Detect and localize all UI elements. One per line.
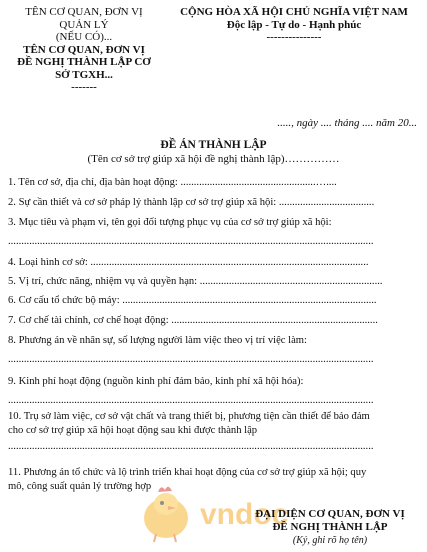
fill-line: .......................................................................................................................................... xyxy=(8,395,374,406)
item-11-line1: 11. Phương án tổ chức và lộ trình triển khai hoạt động của cơ sở trợ giúp xã hội; quy xyxy=(8,467,367,478)
header-left xyxy=(6,6,162,94)
item-3: 3. Mục tiêu và phạm vi, tên gọi đối tượng phục vụ của cơ sở trợ giúp xã hội: xyxy=(8,217,332,228)
agency-line3: (NẾU CÓ)... xyxy=(55,31,113,43)
item-11-line2: mô, công suất quản lý trường hợp xyxy=(8,481,152,492)
item-9: 9. Kinh phí hoạt động (nguồn kinh phí đảm bảo, kinh phí xã hội hóa): xyxy=(8,376,304,387)
motto: Độc lập - Tự do - Hạnh phúc xyxy=(226,18,362,31)
fill-line: .......................................................................................................................................... xyxy=(8,441,374,452)
agency-separator: ------- xyxy=(71,81,97,93)
item-7: 7. Cơ chế tài chính, cơ chế hoạt động: .............................................................................. xyxy=(8,315,378,326)
agency-line4: TÊN CƠ QUAN, ĐƠN VỊ xyxy=(23,43,145,56)
signature-title-line2: ĐỀ NGHỊ THÀNH LẬP xyxy=(272,521,388,533)
agency-line2: QUẢN LÝ xyxy=(59,18,109,31)
date-line: ....., ngày .... tháng .... năm 20... xyxy=(277,117,417,129)
item-1: 1. Tên cơ sở, địa chỉ, địa bàn hoạt động: ...................................................….... xyxy=(8,177,337,188)
chicken-mascot-icon xyxy=(144,487,188,542)
signature-note: (Ký, ghi rõ họ tên) xyxy=(292,535,368,546)
item-8: 8. Phương án về nhân sự, số lượng người làm việc theo vị trí việc làm: xyxy=(8,335,307,346)
agency-line6: SỞ TGXH... xyxy=(55,68,113,81)
fill-line: .......................................................................................................................................... xyxy=(8,354,374,365)
motto-separator: --------------- xyxy=(266,31,322,43)
document-subtitle: (Tên cơ sở trợ giúp xã hội đề nghị thành lập)…………… xyxy=(87,153,340,165)
country-name: CỘNG HÒA XÃ HỘI CHỦ NGHĨA VIỆT NAM xyxy=(180,6,408,18)
item-10-line2: cho cơ sở trợ giúp xã hội hoạt động sau khi được thành lập xyxy=(8,425,258,436)
item-10-line1: 10. Trụ sở làm việc, cơ sở vật chất và trang thiết bị, phương tiện cần thiết để bảo đảm xyxy=(8,411,370,422)
item-4: 4. Loại hình cơ sở: ......................................................................................................... xyxy=(8,257,369,268)
item-6: 6. Cơ cấu tổ chức bộ máy: ................................................................................................ xyxy=(8,295,377,306)
agency-line1: TÊN CƠ QUAN, ĐƠN VỊ xyxy=(25,6,143,18)
item-5: 5. Vị trí, chức năng, nhiệm vụ và quyền hạn: ..................................................................... xyxy=(8,276,383,287)
signature-title-line1: ĐẠI DIỆN CƠ QUAN, ĐƠN VỊ xyxy=(255,508,405,520)
fill-line: .......................................................................................................................................... xyxy=(8,236,374,247)
header-right xyxy=(166,6,422,44)
document-title: ĐỀ ÁN THÀNH LẬP xyxy=(160,139,267,151)
watermark-text: vndoc xyxy=(200,498,289,531)
item-2: 2. Sự cần thiết và cơ sở pháp lý thành lập cơ sở trợ giúp xã hội: .................................... xyxy=(8,197,375,208)
agency-line5: ĐỀ NGHỊ THÀNH LẬP CƠ xyxy=(17,56,151,68)
